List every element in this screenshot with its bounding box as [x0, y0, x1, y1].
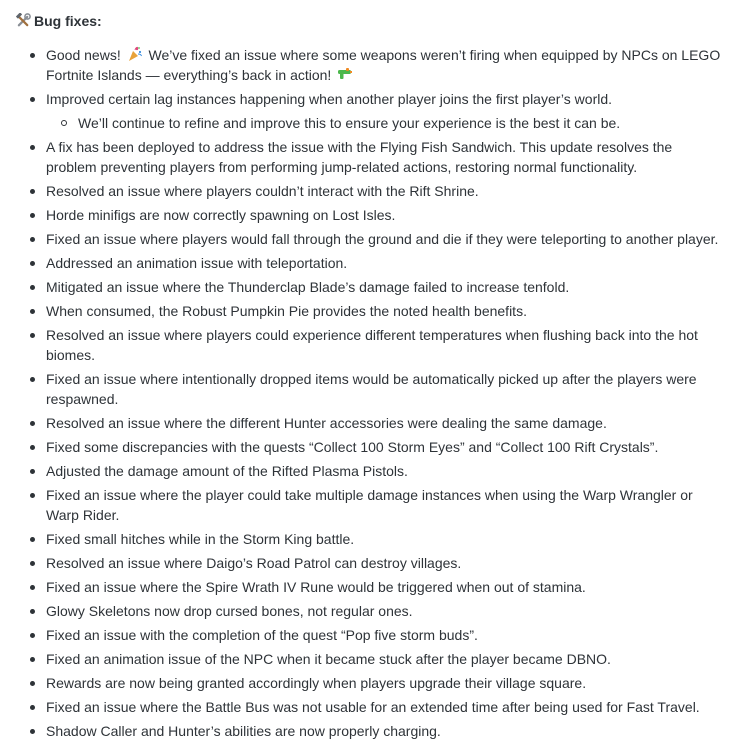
list-item [0, 181, 729, 201]
list-item [0, 45, 729, 85]
list-item [0, 577, 729, 597]
bullet-icon [30, 445, 35, 450]
bullet-icon [30, 561, 35, 566]
list-item [0, 301, 729, 321]
list-item [0, 369, 729, 409]
list-item-text: Mitigated an issue where the Thunderclap Blade’s damage failed to increase tenfold. [46, 279, 570, 295]
bullet-icon [30, 377, 35, 382]
list-item [0, 601, 729, 621]
list-item [0, 649, 729, 669]
bullet-icon [30, 633, 35, 638]
list-item [0, 529, 729, 549]
bullet-icon [30, 333, 35, 338]
list-item-text-start: Good news! [46, 47, 125, 63]
bullet-icon [30, 609, 35, 614]
list-item-text: Fixed an issue with the completion of the quest “Pop five storm buds”. [46, 627, 478, 643]
bullet-icon [30, 53, 35, 58]
list-item [0, 229, 729, 249]
list-item-text: Fixed an issue where intentionally dropped items would be automatically picked up after the players were respawned. [46, 371, 697, 407]
list-item-text: Fixed an animation issue of the NPC when it became stuck after the player became DBNO. [46, 651, 611, 667]
bullet-icon [30, 585, 35, 590]
list-item-text: Resolved an issue where players could experience different temperatures when flushing back into the hot biomes. [46, 327, 698, 363]
bullet-icon [30, 213, 35, 218]
bullet-icon [30, 681, 35, 686]
list-item [0, 485, 729, 525]
bullet-icon [30, 493, 35, 498]
list-item [0, 253, 729, 273]
bullet-icon [30, 309, 35, 314]
bullet-icon [30, 537, 35, 542]
hollow-bullet-icon [61, 120, 67, 126]
list-item [0, 413, 729, 433]
bullet-icon [30, 97, 35, 102]
list-item [0, 553, 729, 573]
section-heading-text: Bug fixes: [34, 13, 102, 29]
water-pistol-icon [337, 66, 353, 82]
bullet-icon [30, 729, 35, 734]
section-heading [15, 11, 102, 31]
sub-list-item [46, 113, 723, 133]
list-item [0, 625, 729, 645]
list-item-text: Fixed small hitches while in the Storm King battle. [46, 531, 355, 547]
list-item-text: Rewards are now being granted accordingly when players upgrade their village square. [46, 675, 587, 691]
list-item [0, 325, 729, 365]
list-item [0, 89, 729, 133]
sub-list [46, 113, 723, 133]
bullet-icon [30, 145, 35, 150]
list-item [0, 437, 729, 457]
list-item [0, 461, 729, 481]
bullet-icon [30, 469, 35, 474]
list-item-text-end: We’ve fixed an issue where some weapons weren’t firing when equipped by NPCs on LEGO Fortnite Islands — everything’s back in action! [46, 47, 721, 83]
list-item-text: Glowy Skeletons now drop cursed bones, not regular ones. [46, 603, 413, 619]
list-item-text: Fixed an issue where the Spire Wrath IV Rune would be triggered when out of stamina. [46, 579, 586, 595]
bullet-icon [30, 657, 35, 662]
bullet-icon [30, 285, 35, 290]
bullet-icon [30, 421, 35, 426]
list-item [0, 697, 729, 717]
list-item-text: Addressed an animation issue with teleportation. [46, 255, 348, 271]
bullet-icon [30, 237, 35, 242]
list-item-text: A fix has been deployed to address the issue with the Flying Fish Sandwich. This update resolves the problem preventing players from performing jump-related actions, restoring normal functionality. [46, 139, 673, 175]
list-item-text: Adjusted the damage amount of the Rifted Plasma Pistols. [46, 463, 408, 479]
hammer-and-wrench-icon [15, 13, 31, 29]
list-item-text: Improved certain lag instances happening when another player joins the first player’s world. [46, 91, 613, 107]
list-item-text: Resolved an issue where players couldn’t interact with the Rift Shrine. [46, 183, 479, 199]
list-item-text: Shadow Caller and Hunter’s abilities are now properly charging. [46, 723, 441, 739]
list-item [0, 721, 729, 741]
sub-list-item-text: We’ll continue to refine and improve this to ensure your experience is the best it can be. [78, 115, 621, 131]
list-item-text: Fixed an issue where the Battle Bus was not usable for an extended time after being used for Fast Travel. [46, 699, 700, 715]
list-item [0, 673, 729, 693]
bug-fix-list [0, 45, 729, 745]
list-item-text: Fixed an issue where the player could take multiple damage instances when using the Warp Wrangler or Warp Rider. [46, 487, 693, 523]
bullet-icon [30, 705, 35, 710]
list-item-text: Fixed some discrepancies with the quests “Collect 100 Storm Eyes” and “Collect 100 Rift Crystals”. [46, 439, 659, 455]
list-item-text: Fixed an issue where players would fall through the ground and die if they were teleporting to another player. [46, 231, 719, 247]
list-item-text: Resolved an issue where Daigo’s Road Patrol can destroy villages. [46, 555, 462, 571]
bullet-icon [30, 261, 35, 266]
list-item-text: Resolved an issue where the different Hunter accessories were dealing the same damage. [46, 415, 607, 431]
party-popper-icon [127, 46, 143, 62]
list-item [0, 137, 729, 177]
bullet-icon [30, 189, 35, 194]
list-item [0, 205, 729, 225]
list-item [0, 277, 729, 297]
list-item-text: When consumed, the Robust Pumpkin Pie provides the noted health benefits. [46, 303, 527, 319]
list-item-text: Horde minifigs are now correctly spawning on Lost Isles. [46, 207, 396, 223]
